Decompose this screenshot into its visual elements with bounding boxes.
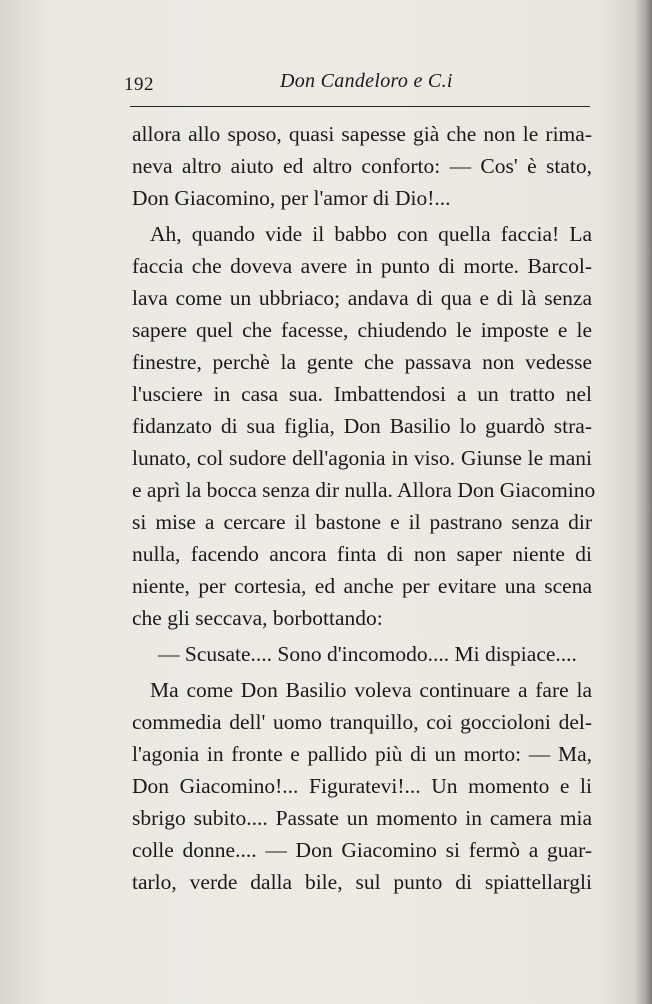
text-line: sapere quel che facesse, chiudendo le imposte e le	[132, 318, 592, 342]
page-number: 192	[124, 74, 154, 95]
text-line: e aprì la bocca senza dir nulla. Allora Don Giacomino	[132, 478, 596, 502]
text-line: tarlo, verde dalla bile, sul punto di spiattellargli	[132, 870, 592, 894]
text-line: commedia dell' uomo tranquillo, coi goccioloni del-	[132, 710, 592, 734]
text-line: Ah, quando vide il babbo con quella faccia! La	[150, 222, 592, 246]
text-line: finestre, perchè la gente che passava non vedesse	[132, 350, 592, 374]
text-line: fidanzato di sua figlia, Don Basilio lo guardò stra-	[132, 414, 592, 438]
running-title: Don Candeloro e C.i	[280, 70, 453, 92]
page-edge-shadow	[634, 0, 652, 1004]
page-header	[0, 70, 652, 100]
text-line: Don Giacomino!... Figuratevi!... Un momento e li	[132, 774, 592, 798]
text-line: neva altro aiuto ed altro conforto: — Cos' è stato,	[132, 154, 592, 178]
text-line: Ma come Don Basilio voleva continuare a fare la	[150, 678, 592, 702]
text-line: — Scusate.... Sono d'incomodo.... Mi dispiace....	[158, 642, 577, 666]
text-line: sbrigo subito.... Passate un momento in camera mia	[132, 806, 592, 830]
text-line: l'usciere in casa sua. Imbattendosi a un tratto nel	[132, 382, 592, 406]
text-line: Don Giacomino, per l'amor di Dio!...	[132, 186, 451, 210]
text-line: niente, per cortesia, ed anche per evitare una scena	[132, 574, 592, 598]
text-line: l'agonia in fronte e pallido più di un morto: — Ma,	[132, 742, 592, 766]
text-line: si mise a cercare il bastone e il pastrano senza dir	[132, 510, 592, 534]
text-line: faccia che doveva avere in punto di morte. Barcol-	[132, 254, 592, 278]
text-line: colle donne.... — Don Giacomino si fermò a guar-	[132, 838, 592, 862]
text-line: lunato, col sudore dell'agonia in viso. Giunse le mani	[132, 446, 592, 470]
text-line: nulla, facendo ancora finta di non saper niente di	[132, 542, 592, 566]
header-rule	[130, 106, 590, 107]
text-line: allora allo sposo, quasi sapesse già che non le rima-	[132, 122, 592, 146]
text-line: che gli seccava, borbottando:	[132, 606, 383, 630]
text-line: lava come un ubbriaco; andava di qua e di là senza	[132, 286, 592, 310]
